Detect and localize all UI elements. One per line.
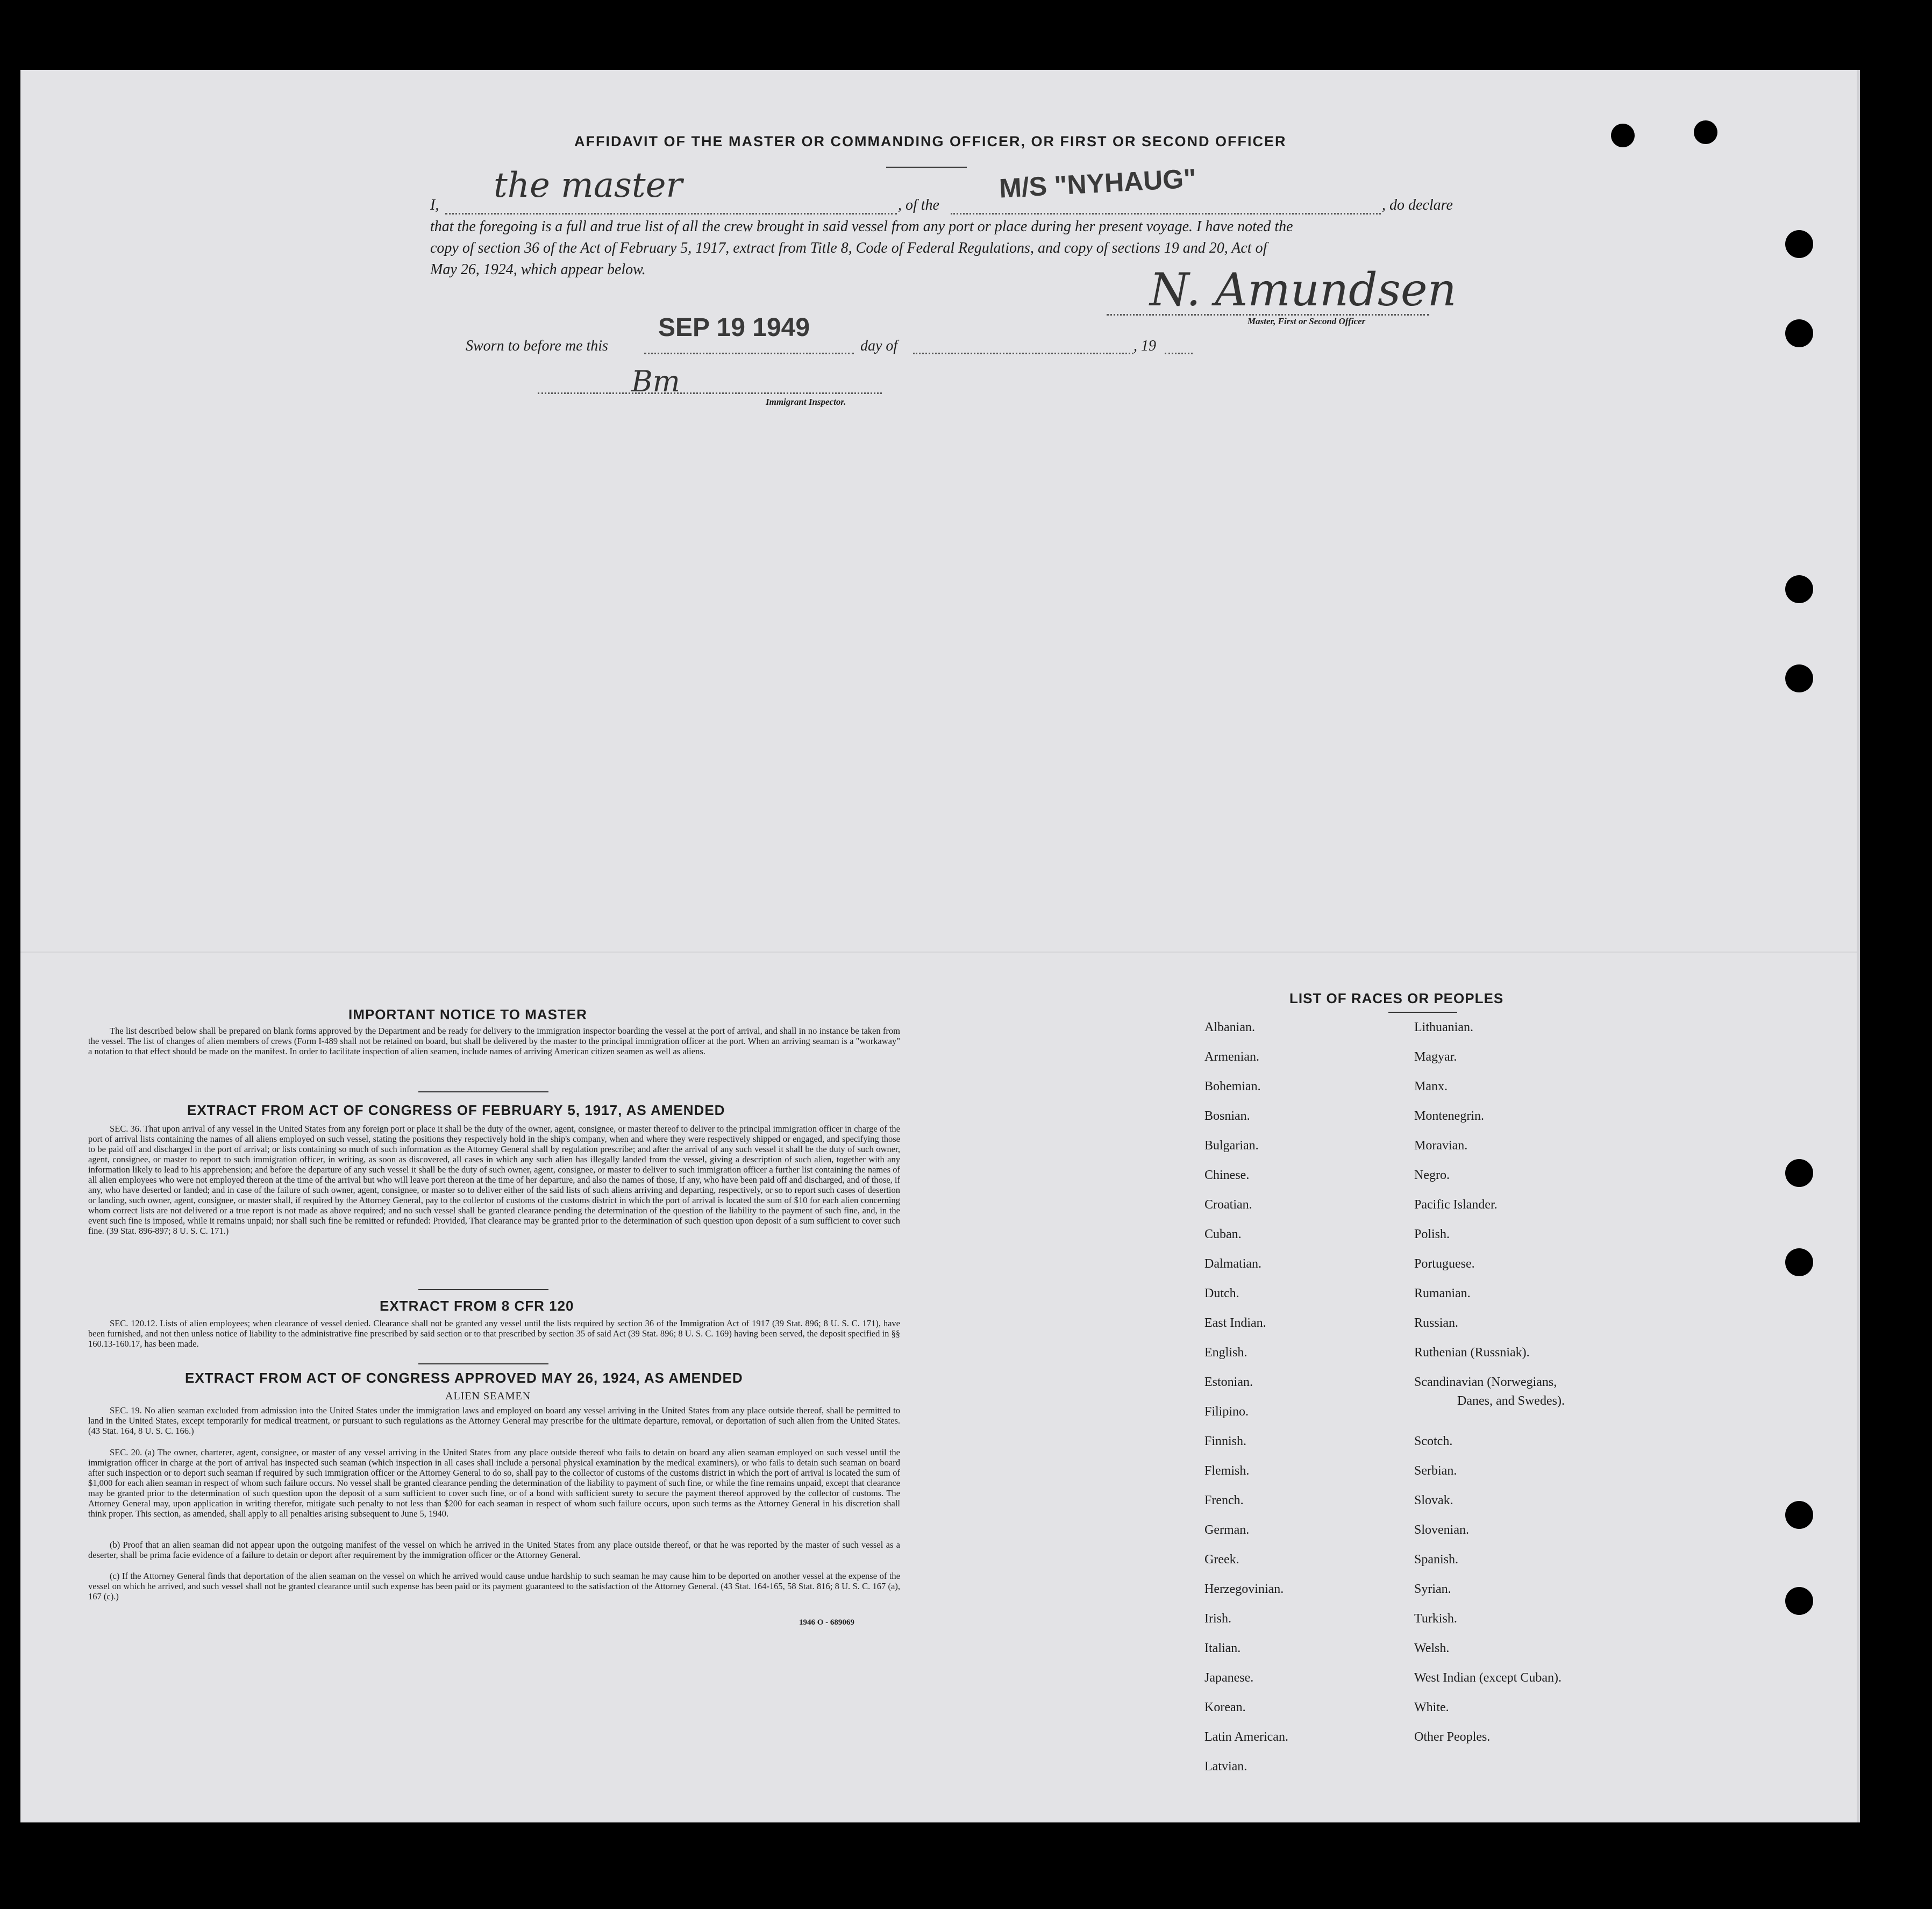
affidavit-line-4: May 26, 1924, which appear below. [430, 261, 646, 278]
inspector-signature: Bm [631, 364, 680, 398]
race-item: Bosnian. [1204, 1109, 1250, 1123]
race-item: Pacific Islander. [1414, 1198, 1498, 1212]
document-page [20, 70, 1860, 1822]
race-item: White. [1414, 1700, 1449, 1714]
race-item: Latin American. [1204, 1730, 1288, 1744]
punch-hole [1785, 1501, 1813, 1529]
officer-caption: Master, First or Second Officer [1247, 316, 1366, 326]
race-item: Estonian. [1204, 1375, 1253, 1389]
month-line [913, 353, 1133, 354]
race-item: Turkish. [1414, 1612, 1457, 1626]
year-label: , 19 [1133, 338, 1156, 354]
divider [418, 1091, 548, 1092]
race-item: Russian. [1414, 1316, 1459, 1330]
race-item: Scotch. [1414, 1434, 1453, 1448]
race-item: Latvian. [1204, 1760, 1247, 1774]
race-item: Polish. [1414, 1227, 1450, 1241]
day-of-label: day of [860, 338, 898, 354]
master-handwritten: the master [494, 166, 683, 205]
race-item: Italian. [1204, 1641, 1241, 1655]
affidavit-line-2: that the foregoing is a full and true list of all the crew brought in said vessel from any port or place during her present voyage. I have noted the [430, 218, 1293, 235]
punch-hole [1785, 230, 1813, 258]
race-item: Slovenian. [1414, 1523, 1469, 1537]
punch-hole [1785, 664, 1813, 692]
race-item: Ruthenian (Russniak). [1414, 1346, 1530, 1360]
sec-20-a: SEC. 20. (a) The owner, charterer, agent, consignee, or master of any vessel arriving in the United States from any place outside thereof who fails to detain on board any alien seaman employed on such vessel until the immigration officer in charge at the port of arrival has inspected such seaman (which inspection in all cases shall include a personal physical examination by the medical examiners), or who fails to detain such seaman on board after such inspection or to deport such seaman if required by such immigration officer or the Attorney General to do so, shall pay to the collector of customs of the customs district in which the port of arrival is located the sum of $1,000 for each alien seaman in respect of whom such failure occurs. No vessel shall be granted clearance pending the determination of the liability to payment of such fine, or while the fine remains unpaid, except that clearance may be granted prior to the determination of such question upon the deposit of a sum sufficient to cover such fine, or of a bond with sufficient surety to secure the payment thereof approved by the collector of customs. The Attorney General may, upon application in writing therefor, mitigate such penalty to not less than $200 for each seaman in respect of whom such failure occurs, upon such terms as the Attorney General in his discretion shall think proper. This section, as amended, shall apply to all penalties arising subsequent to June 5, 1940. [88, 1447, 900, 1519]
race-item: Greek. [1204, 1553, 1239, 1567]
race-item: Magyar. [1414, 1050, 1457, 1064]
punch-hole [1785, 1248, 1813, 1276]
race-item: Korean. [1204, 1700, 1246, 1714]
race-item: Armenian. [1204, 1050, 1259, 1064]
race-item: Scandinavian (Norwegians, [1414, 1375, 1557, 1389]
fold-line [20, 952, 1857, 953]
sec-20-b: (b) Proof that an alien seaman did not appear upon the outgoing manifest of the vessel on which he arrived in the United States from any place outside thereof, or that he was reported by the master of such vessel as a deserter, shall be prima facie evidence of a failure to detain or deport after requirement by the immigration officer or the Attorney General. [88, 1540, 900, 1560]
race-item: East Indian. [1204, 1316, 1266, 1330]
sec-19: SEC. 19. No alien seaman excluded from admission into the United States under the immigration laws and employed on board any vessel arriving in the United States from any place outside thereof, shall be permitted to land in the United States, except temporarily for medical treatment, or pursuant to such regulations as the Attorney General may prescribe for the ultimate departure, removal, or deportation of such alien from the United States. (43 Stat. 164, 8 U. S. C. 166.) [88, 1405, 900, 1436]
race-item: Syrian. [1414, 1582, 1451, 1596]
notice-body: The list described below shall be prepared on blank forms approved by the Department and be ready for delivery to the immigration inspector boarding the vessel at the port of arrival, and shall in no instance be taken from the vessel. The list of changes of alien members of crews (Form I-489 shall not be retained on board, but shall be delivered by the master to the principal immigration officer at the port. When an arriving seaman is a "workaway" a notation to that effect should be made on the manifest. In order to facilitate inspection of alien seamen, include names of arriving American citizen seamen as well as aliens. [88, 1026, 900, 1056]
race-item: Lithuanian. [1414, 1020, 1473, 1034]
punch-hole [1785, 319, 1813, 347]
race-item: Moravian. [1414, 1139, 1468, 1153]
extract-1917-title: EXTRACT FROM ACT OF CONGRESS OF FEBRUARY 5, 1917, AS AMENDED [187, 1102, 725, 1118]
punch-hole [1611, 124, 1635, 147]
punch-hole [1785, 1159, 1813, 1187]
race-item: Herzegovinian. [1204, 1582, 1284, 1596]
race-item: Welsh. [1414, 1641, 1450, 1655]
race-item: Chinese. [1204, 1168, 1250, 1182]
race-item: Spanish. [1414, 1553, 1459, 1567]
print-code: 1946 O - 689069 [799, 1618, 854, 1627]
race-item: Montenegrin. [1414, 1109, 1484, 1123]
race-item: English. [1204, 1346, 1247, 1360]
race-item: West Indian (except Cuban). [1414, 1671, 1562, 1685]
race-item: Portuguese. [1414, 1257, 1475, 1271]
race-item: Rumanian. [1414, 1286, 1471, 1300]
extract-cfr-title: EXTRACT FROM 8 CFR 120 [380, 1298, 574, 1314]
name-line [445, 213, 897, 215]
extract-cfr-body: SEC. 120.12. Lists of alien employees; when clearance of vessel denied. Clearance shall not be granted any vessel until the lists required by section 36 of the Immigration Act of 1917 (39 Stat. 896; 8 U. S. C. 171), have been furnished, and not then unless notice of liability to the administrative fine prescribed by said section or to that prescribed by section 35 of said Act (39 Stat. 896; 8 U. S. C. 169) having been served, the deposit specified in §§ 160.13-160.17, has been made. [88, 1318, 900, 1349]
punch-hole [1694, 120, 1717, 144]
race-item: Finnish. [1204, 1434, 1247, 1448]
inspector-caption: Immigrant Inspector. [766, 397, 846, 407]
race-item: Slovak. [1414, 1493, 1453, 1507]
race-item: Croatian. [1204, 1198, 1252, 1212]
title-rule [886, 167, 967, 168]
race-item: Cuban. [1204, 1227, 1242, 1241]
race-item: Bohemian. [1204, 1079, 1261, 1093]
races-title: LIST OF RACES OR PEOPLES [1289, 990, 1504, 1006]
race-item: Serbian. [1414, 1464, 1457, 1478]
race-item: Irish. [1204, 1612, 1231, 1626]
race-item: Negro. [1414, 1168, 1450, 1182]
year-line [1165, 353, 1193, 354]
i-label: I, [430, 197, 439, 213]
alien-seamen-subtitle: ALIEN SEAMEN [445, 1390, 531, 1402]
race-item: Flemish. [1204, 1464, 1250, 1478]
notice-title: IMPORTANT NOTICE TO MASTER [348, 1006, 587, 1023]
extract-1917-body: SEC. 36. That upon arrival of any vessel in the United States from any foreign port or place it shall be the duty of the owner, agent, consignee, or master thereof to deliver to the principal immigration officer in charge of the port of arrival lists containing the names of all aliens employed on such vessel, stating the positions they respectively hold in the ship's company, when and where they were respectively shipped or engaged, and specifying those to be paid off and discharged in the port of arrival; or lists containing so much of such information as the Attorney General shall by regulation prescribe; and after the arrival of any such vessel it shall be the duty of such owner, agent, consignee, or master to report to such immigration officer, in writing, as soon as discovered, all cases in which any such alien has illegally landed from the vessel, giving a description of such alien, together with any information likely to lead to his apprehension; and before the departure of any such vessel it shall be the duty of such owner, agent, consignee, or master to deliver to such immigration officer a further list containing the names of all alien employees who were not employed thereon at the time of the arrival but who will leave port thereon at the time of her departure, and also the names of those, if any, who have been paid off and discharged, and of those, if any, who have deserted or landed; and in case of the failure of such owner, agent, consignee, or master so to deliver either of the said lists of such aliens arriving and departing, respectively, or so to report such cases of desertion or landing, such owner, agent, consignee, or master shall, if required by the Attorney General, pay to the collector of customs of the customs district in which the port of arrival is located the sum of $10 for each alien concerning whom correct lists are not delivered or a true report is not made as above required; and no such vessel shall be granted clearance pending the determination of the question of the liability to the payment of such fine, and, in the event such fine is imposed, while it remains unpaid; nor shall such fine be remitted or refunded: Provided, That clearance may be granted prior to the determination of such question upon deposit of a sum sufficient to cover such fine. (39 Stat. 896-897; 8 U. S. C. 171.) [88, 1124, 900, 1236]
master-signature: N. Amundsen [1150, 263, 1457, 316]
races-rule [1388, 1012, 1457, 1013]
race-item: Other Peoples. [1414, 1730, 1491, 1744]
sworn-day-line [644, 353, 854, 354]
race-item: Dutch. [1204, 1286, 1239, 1300]
affidavit-title: AFFIDAVIT OF THE MASTER OR COMMANDING OFFICER, OR FIRST OR SECOND OFFICER [574, 133, 1287, 149]
divider [418, 1363, 548, 1364]
race-item: Filipino. [1204, 1405, 1249, 1419]
inspector-line [538, 392, 882, 394]
race-item: German. [1204, 1523, 1250, 1537]
of-the-label: , of the [898, 197, 939, 213]
punch-hole [1785, 575, 1813, 603]
race-item: Japanese. [1204, 1671, 1254, 1685]
race-item: Dalmatian. [1204, 1257, 1261, 1271]
race-item: Danes, and Swedes). [1457, 1394, 1565, 1408]
date-stamp: SEP 19 1949 [658, 313, 810, 342]
affidavit-line-3: copy of section 36 of the Act of February 5, 1917, extract from Title 8, Code of Federal Regulations, and copy of sections 19 and 20, Act of [430, 240, 1267, 256]
race-item: Manx. [1414, 1079, 1448, 1093]
race-item: French. [1204, 1493, 1244, 1507]
sworn-label: Sworn to before me this [466, 338, 608, 354]
race-item: Albanian. [1204, 1020, 1255, 1034]
punch-hole [1785, 1587, 1813, 1615]
sec-20-c: (c) If the Attorney General finds that deportation of the alien seaman on the vessel on which he arrived would cause undue hardship to such seaman he may cause him to be deported on another vessel at the expense of the vessel on which he arrived, and such vessel shall not be granted clearance until such expense has been paid or its payment guaranteed to the satisfaction of the Attorney General. (43 Stat. 164-165, 58 Stat. 816; 8 U. S. C. 167 (a), 167 (c).) [88, 1571, 900, 1601]
declare-label: , do declare [1382, 197, 1453, 213]
vessel-stamp: M/S "NYHAUG" [998, 163, 1197, 204]
vessel-line [951, 213, 1381, 215]
race-item: Bulgarian. [1204, 1139, 1259, 1153]
divider [418, 1289, 548, 1290]
extract-1924-title: EXTRACT FROM ACT OF CONGRESS APPROVED MAY 26, 1924, AS AMENDED [185, 1370, 743, 1386]
